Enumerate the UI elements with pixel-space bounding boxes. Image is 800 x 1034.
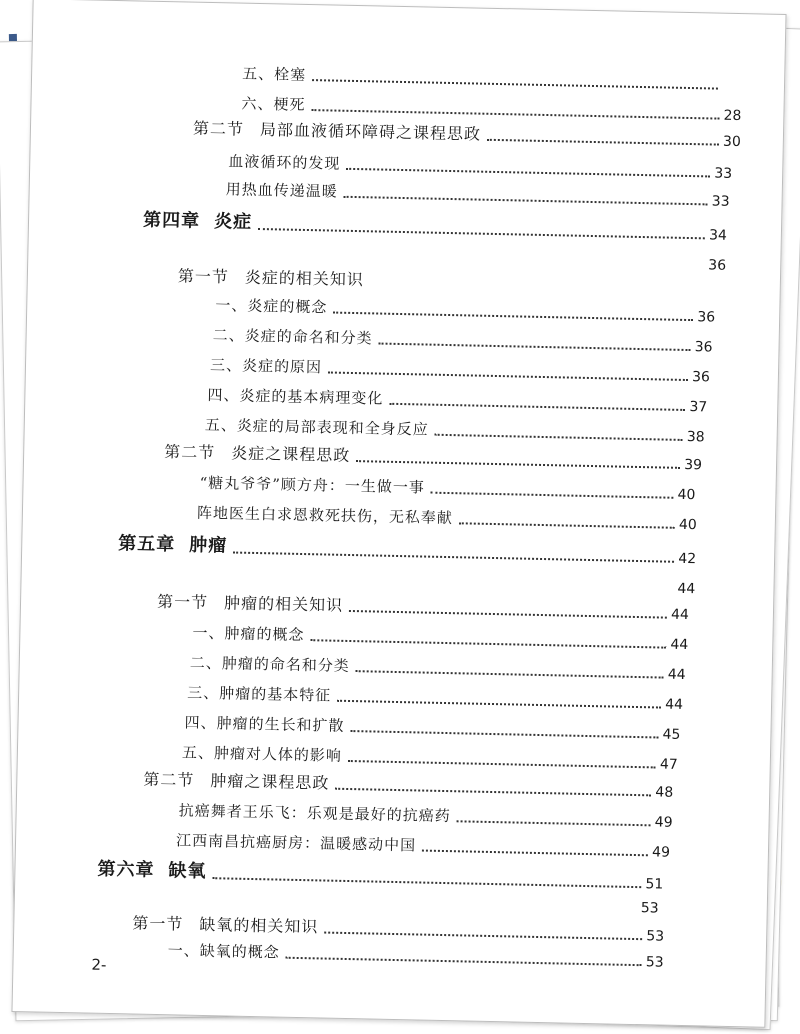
chapter-title: 肿瘤 <box>189 534 228 557</box>
toc-section-label <box>178 263 365 292</box>
stray-page-number: 36 <box>708 257 727 274</box>
toc-section-label <box>143 767 330 796</box>
leader-dots <box>487 139 719 146</box>
toc-chapter-label <box>97 855 207 885</box>
toc-chapter[interactable] <box>143 208 727 246</box>
toc-entry-page: 33 <box>714 165 733 182</box>
toc-entry-label: 一、肿瘤的概念 <box>192 623 305 645</box>
leader-dots <box>312 79 718 90</box>
toc-entry-label: 五、栓塞 <box>241 64 307 84</box>
toc-entry[interactable] <box>176 826 670 862</box>
stray-page-number: 44 <box>677 580 696 598</box>
toc-entry-label: 四、肿瘤的生长和扩散 <box>184 713 345 735</box>
toc-chapter[interactable] <box>97 857 663 895</box>
toc-entry-page: 47 <box>659 756 678 773</box>
leader-dots <box>435 434 683 441</box>
leader-dots <box>258 228 705 239</box>
toc-entry-page: 33 <box>711 193 730 210</box>
section-number: 第二节 <box>143 769 195 790</box>
leader-dots <box>233 552 674 563</box>
toc-entry-label: 一、缺氧的概念 <box>167 941 280 962</box>
toc-entry-label: 二、肿瘤的命名和分类 <box>189 653 350 676</box>
section-title: 炎症的相关知识 <box>244 267 365 290</box>
toc-entry-page: 44 <box>670 636 689 654</box>
leader-dots <box>422 850 648 857</box>
toc-section-page: 53 <box>646 928 665 945</box>
leader-dots <box>324 932 642 941</box>
toc-chapter-page: 51 <box>645 876 664 893</box>
section-title: 肿瘤的相关知识 <box>223 593 344 615</box>
toc-chapter-page: 42 <box>678 550 697 568</box>
toc-entry-label: 五、炎症的局部表现和全身反应 <box>204 415 429 439</box>
toc-entry-label: 五、肿瘤对人体的影响 <box>181 743 343 765</box>
leader-dots <box>328 371 688 381</box>
leader-dots <box>349 610 667 619</box>
toc-section-label <box>157 589 344 618</box>
leader-dots <box>286 957 642 966</box>
leader-dots <box>457 820 651 826</box>
toc-section-page: 48 <box>655 784 674 801</box>
leader-dots <box>310 639 666 648</box>
toc-entry-label: “糖丸爷爷”顾方舟：一生做一事 <box>199 473 426 497</box>
chapter-number: 第六章 <box>97 858 155 881</box>
toc-section-label <box>132 911 319 940</box>
toc-entry-page: 44 <box>667 666 686 684</box>
toc-section-page: 44 <box>670 606 690 624</box>
toc-chapter-label <box>143 206 253 236</box>
leader-dots <box>379 343 691 352</box>
toc-entry-label: 用热血传递温暖 <box>225 180 338 201</box>
leader-dots <box>335 788 651 797</box>
leader-dots <box>337 700 661 709</box>
section-title: 缺氧的相关知识 <box>199 914 319 937</box>
toc-entry-page: 36 <box>691 369 711 386</box>
leader-dots <box>212 877 641 888</box>
toc-entry-page: 44 <box>665 696 684 713</box>
toc-entry-page: 28 <box>723 107 742 125</box>
toc-chapter-label <box>118 529 228 559</box>
leader-dots <box>356 460 680 469</box>
toc-entry-page: 40 <box>677 486 696 504</box>
toc-entry-label: 江西南昌抗癌厨房：温暖感动中国 <box>175 831 417 855</box>
toc-entry-label: 六、梗死 <box>241 94 306 114</box>
toc-entry-page: 38 <box>686 429 705 446</box>
toc-entry-page: 36 <box>697 309 716 326</box>
toc-entry-label: 一、炎症的概念 <box>215 296 328 317</box>
table-of-contents <box>12 0 785 1027</box>
toc-chapter-page: 34 <box>708 227 728 244</box>
section-number: 第二节 <box>192 118 245 139</box>
leader-dots <box>356 670 664 678</box>
chapter-title: 炎症 <box>213 211 253 233</box>
chapter-title: 缺氧 <box>168 860 207 883</box>
toc-entry-label: 三、炎症的原因 <box>209 356 323 377</box>
toc-entry-page: 53 <box>645 954 664 971</box>
leader-dots <box>431 492 674 499</box>
toc-entry-page: 37 <box>689 399 708 416</box>
toc-entry-page: 40 <box>678 516 697 534</box>
leader-dots <box>348 760 656 768</box>
leader-dots <box>459 522 675 529</box>
toc-entry-label: 二、炎症的命名和分类 <box>212 326 373 348</box>
leader-dots <box>344 196 708 206</box>
section-number: 第一节 <box>156 591 209 613</box>
leader-dots <box>333 312 693 322</box>
section-title: 炎症之课程思政 <box>231 443 351 465</box>
stray-page-number: 53 <box>640 900 659 917</box>
leader-dots <box>389 403 685 411</box>
document-page <box>11 0 786 1028</box>
toc-entry-page: 36 <box>694 339 713 356</box>
toc-entry-label: 血液循环的发现 <box>228 152 341 173</box>
toc-section-page: 30 <box>722 133 742 151</box>
toc-entry-page: 49 <box>651 844 671 861</box>
toc-chapter[interactable] <box>118 531 696 569</box>
toc-entry-page: 49 <box>654 814 673 831</box>
chapter-number: 第五章 <box>118 533 176 556</box>
leader-dots <box>346 168 710 178</box>
section-title: 局部血液循环障碍之课程思政 <box>259 120 482 144</box>
toc-section-label <box>193 116 481 147</box>
leader-dots <box>350 730 658 738</box>
toc-entry-label: 抗癌舞者王乐飞：乐观是最好的抗癌药 <box>178 801 451 826</box>
section-number: 第一节 <box>177 266 230 287</box>
toc-section-label <box>164 439 351 468</box>
chapter-number: 第四章 <box>142 209 201 232</box>
toc-entry[interactable] <box>197 499 697 535</box>
toc-entry-label: 四、炎症的基本病理变化 <box>207 385 384 408</box>
section-number: 第二节 <box>164 442 216 463</box>
toc-entry-label: 阵地医生白求恩救死扶伤，无私奉献 <box>196 503 454 528</box>
toc-section-page: 39 <box>684 456 703 474</box>
section-title: 肿瘤之课程思政 <box>210 771 330 793</box>
section-number: 第一节 <box>132 913 184 934</box>
toc-entry-label: 三、肿瘤的基本特征 <box>187 683 332 705</box>
toc-entry-page: 45 <box>662 726 681 743</box>
page-footer-marker: 2- <box>91 955 107 974</box>
